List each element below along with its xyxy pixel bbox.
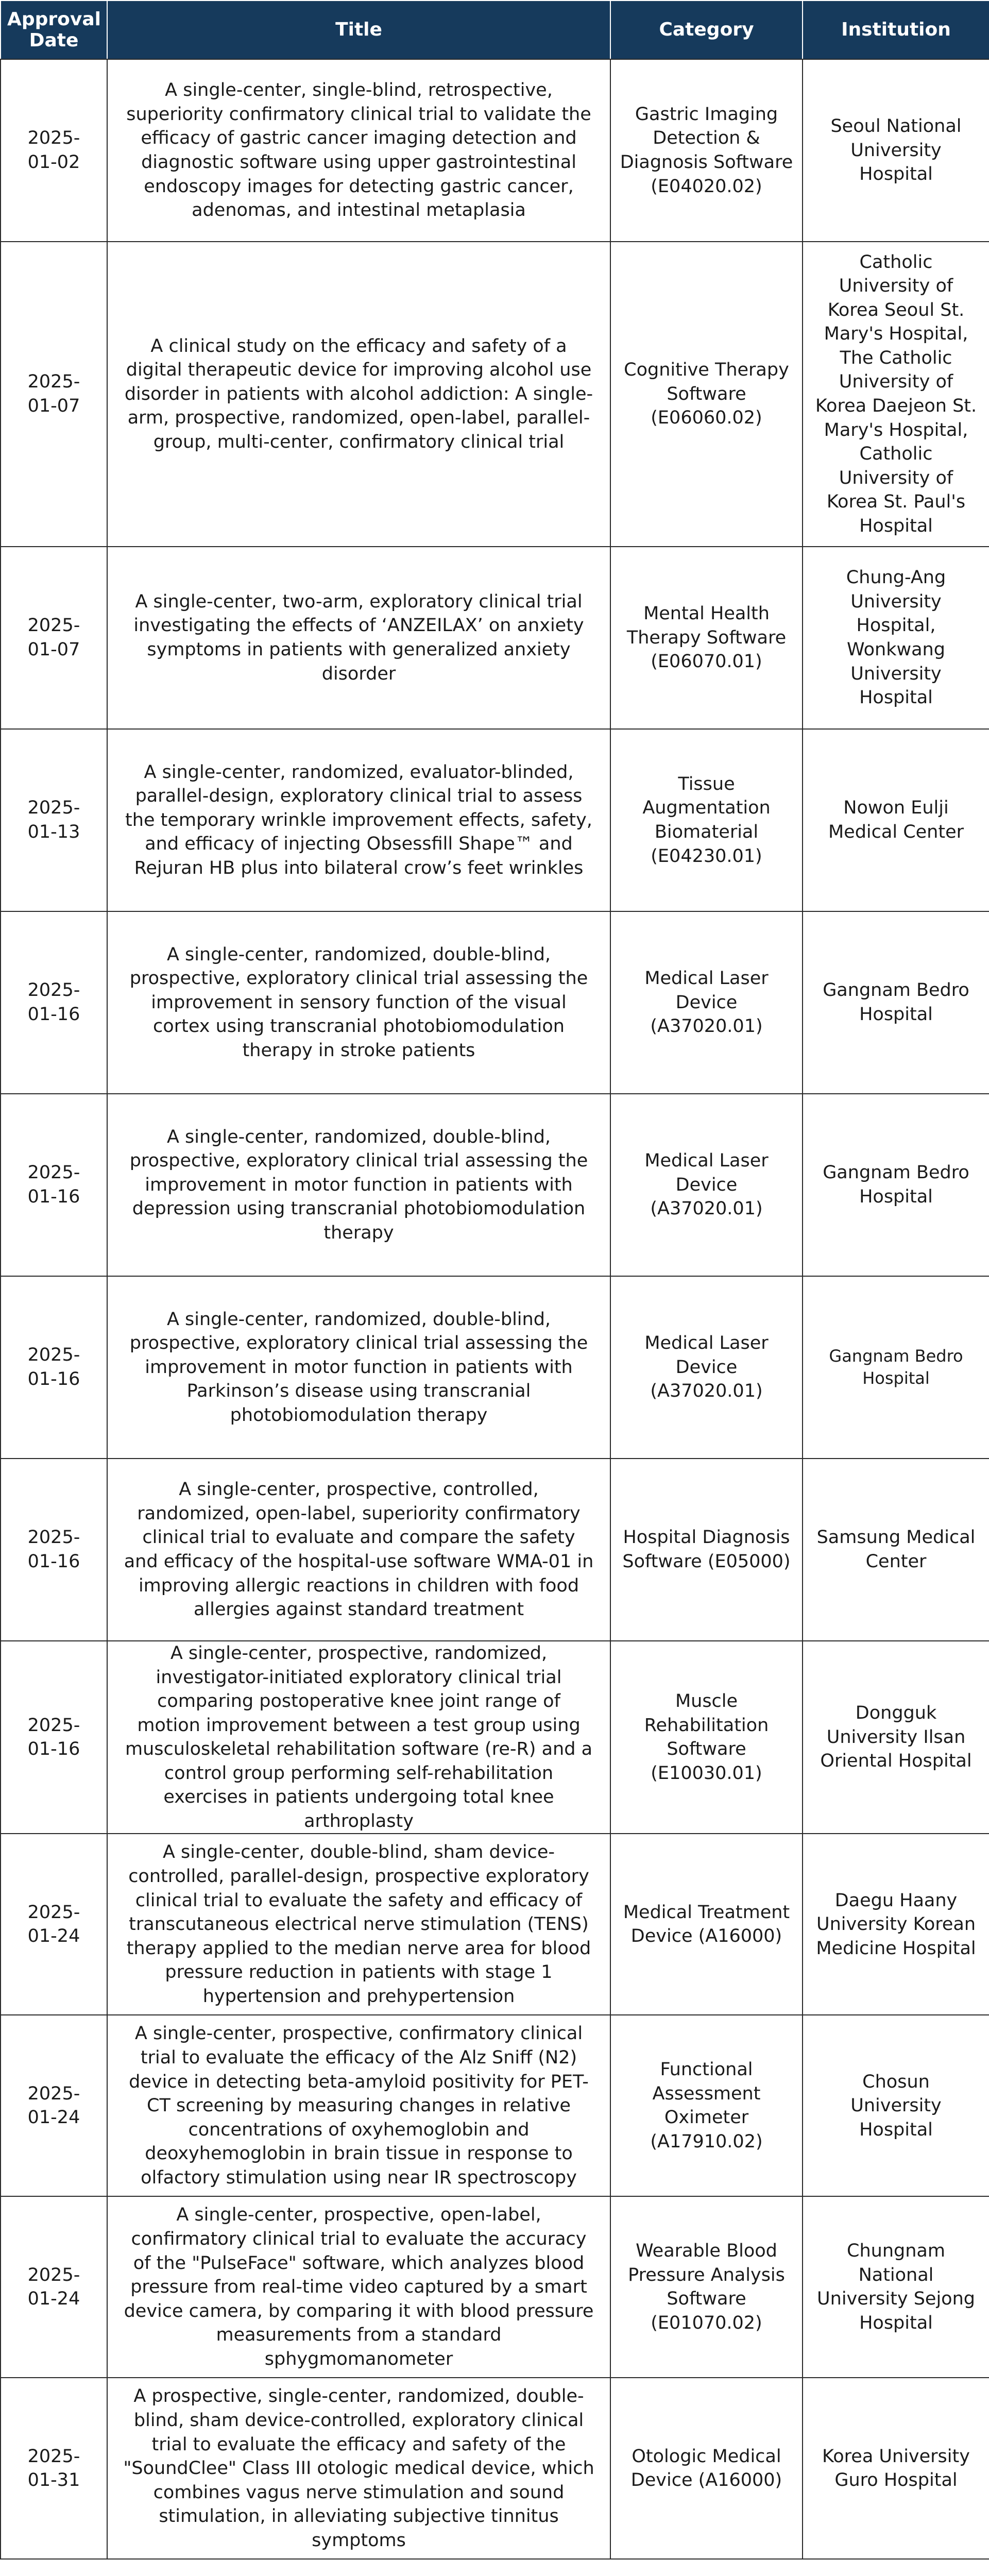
category-cell: Tissue Augmentation Biomaterial (E04230.01) — [610, 729, 803, 911]
category-cell: Medical Laser Device (A37020.01) — [610, 1276, 803, 1459]
category-cell: Mental Health Therapy Software (E06070.01) — [610, 547, 803, 729]
institution-cell: Dongguk University Ilsan Oriental Hospital — [803, 1641, 989, 1834]
table-row — [1, 547, 989, 729]
approval-date-cell: 2025-01-24 — [1, 2196, 107, 2378]
institution-cell: Korea University Guro Hospital — [803, 2378, 989, 2559]
institution-cell: Gangnam Bedro Hospital — [803, 1094, 989, 1276]
category-cell: Medical Laser Device (A37020.01) — [610, 1094, 803, 1276]
institution-cell: Daegu Haany University Korean Medicine Hospital — [803, 1834, 989, 2015]
institution-cell: Samsung Medical Center — [803, 1459, 989, 1641]
approval-date-cell: 2025-01-07 — [1, 242, 107, 547]
header-category: Category — [610, 1, 803, 59]
category-cell: Medical Treatment Device (A16000) — [610, 1834, 803, 2015]
institution-cell: Gangnam Bedro Hospital — [803, 1276, 989, 1459]
approval-date-cell: 2025-01-24 — [1, 1834, 107, 2015]
title-cell: A single-center, double-blind, sham device-controlled, parallel-design, prospective exploratory clinical trial to evaluate the safety and efficacy of transcutaneous electrical nerve stimulation (TENS) therapy applied to the median nerve area for blood pressure reduction in patients with stage 1 hypertension and prehypertension — [107, 1834, 610, 2015]
approval-date-cell: 2025-01-24 — [1, 2015, 107, 2196]
institution-cell: Chungnam National University Sejong Hospital — [803, 2196, 989, 2378]
table-row — [1, 1094, 989, 1276]
title-cell: A clinical study on the efficacy and safety of a digital therapeutic device for improving alcohol use disorder in patients with alcohol addiction: A single-arm, prospective, randomized, open-label, parallel-group, multi-center, confirmatory clinical trial — [107, 242, 610, 547]
category-cell: Functional Assessment Oximeter (A17910.02) — [610, 2015, 803, 2196]
table-row — [1, 1276, 989, 1459]
table-row — [1, 729, 989, 911]
table-row — [1, 1834, 989, 2015]
title-cell: A single-center, two-arm, exploratory clinical trial investigating the effects of ‘ANZEILAX’ on anxiety symptoms in patients with generalized anxiety disorder — [107, 547, 610, 729]
approval-date-cell: 2025-01-16 — [1, 1459, 107, 1641]
category-cell: Gastric Imaging Detection & Diagnosis Software (E04020.02) — [610, 59, 803, 242]
title-cell: A single-center, randomized, double-blind, prospective, exploratory clinical trial assessing the improvement in motor function in patients with depression using transcranial photobiomodulation therapy — [107, 1094, 610, 1276]
title-cell: A single-center, prospective, controlled, randomized, open-label, superiority confirmatory clinical trial to evaluate and compare the safety and efficacy of the hospital-use software WMA-01 in improving allergic reactions in children with food allergies against standard treatment — [107, 1459, 610, 1641]
approval-date-cell: 2025-01-16 — [1, 1641, 107, 1834]
category-cell: Wearable Blood Pressure Analysis Software (E01070.02) — [610, 2196, 803, 2378]
approval-date-cell: 2025-01-13 — [1, 729, 107, 911]
title-cell: A prospective, single-center, randomized, double-blind, sham device-controlled, exploratory clinical trial to evaluate the efficacy and safety of the "SoundClee" Class III otologic medical device, which combines vagus nerve stimulation and sound stimulation, in alleviating subjective tinnitus symptoms — [107, 2378, 610, 2559]
category-cell: Hospital Diagnosis Software (E05000) — [610, 1459, 803, 1641]
title-cell: A single-center, prospective, confirmatory clinical trial to evaluate the efficacy of the Alz Sniff (N2) device in detecting beta-amyloid positivity for PET-CT screening by measuring changes in relative concentrations of oxyhemoglobin and deoxyhemoglobin in brain tissue in response to olfactory stimulation using near IR spectroscopy — [107, 2015, 610, 2196]
institution-cell: Chung-Ang University Hospital, Wonkwang University Hospital — [803, 547, 989, 729]
title-cell: A single-center, prospective, open-label, confirmatory clinical trial to evaluate the accuracy of the "PulseFace" software, which analyzes blood pressure from real-time video captured by a smart device camera, by comparing it with blood pressure measurements from a standard sphygmomanometer — [107, 2196, 610, 2378]
table-row — [1, 59, 989, 242]
title-cell: A single-center, randomized, evaluator-blinded, parallel-design, exploratory clinical trial to assess the temporary wrinkle improvement effects, safety, and efficacy of injecting Obsessfill Shape™ and Rejuran HB plus into bilateral crow’s feet wrinkles — [107, 729, 610, 911]
approval-date-cell: 2025-01-16 — [1, 1094, 107, 1276]
institution-cell: Seoul National University Hospital — [803, 59, 989, 242]
title-cell: A single-center, prospective, randomized, investigator-initiated exploratory clinical trial comparing postoperative knee joint range of motion improvement between a test group using musculoskeletal rehabilitation software (re-R) and a control group performing self-rehabilitation exercises in patients undergoing total knee arthroplasty — [107, 1641, 610, 1834]
header-approval-date: Approval Date — [1, 1, 107, 59]
approval-date-cell: 2025-01-02 — [1, 59, 107, 242]
title-cell: A single-center, randomized, double-blind, prospective, exploratory clinical trial assessing the improvement in motor function in patients with Parkinson’s disease using transcranial photobiomodulation therapy — [107, 1276, 610, 1459]
approval-date-cell: 2025-01-31 — [1, 2378, 107, 2559]
approval-date-cell: 2025-01-07 — [1, 547, 107, 729]
header-title: Title — [107, 1, 610, 59]
category-cell: Otologic Medical Device (A16000) — [610, 2378, 803, 2559]
title-cell: A single-center, single-blind, retrospective, superiority confirmatory clinical trial to validate the efficacy of gastric cancer imaging detection and diagnostic software using upper gastrointestinal endoscopy images for detecting gastric cancer, adenomas, and intestinal metaplasia — [107, 59, 610, 242]
table-row — [1, 2015, 989, 2196]
institution-cell: Nowon Eulji Medical Center — [803, 729, 989, 911]
title-cell: A single-center, randomized, double-blind, prospective, exploratory clinical trial assessing the improvement in sensory function of the visual cortex using transcranial photobiomodulation therapy in stroke patients — [107, 911, 610, 1094]
approval-date-cell: 2025-01-16 — [1, 1276, 107, 1459]
institution-cell: Chosun University Hospital — [803, 2015, 989, 2196]
table-row — [1, 242, 989, 547]
institution-cell: Catholic University of Korea Seoul St. Mary's Hospital, The Catholic University of Korea Daejeon St. Mary's Hospital, Catholic University of Korea St. Paul's Hospital — [803, 242, 989, 547]
approval-date-cell: 2025-01-16 — [1, 911, 107, 1094]
header-row — [1, 1, 989, 59]
category-cell: Medical Laser Device (A37020.01) — [610, 911, 803, 1094]
table-row — [1, 911, 989, 1094]
header-institution: Institution — [803, 1, 989, 59]
category-cell: Muscle Rehabilitation Software (E10030.01) — [610, 1641, 803, 1834]
category-cell: Cognitive Therapy Software (E06060.02) — [610, 242, 803, 547]
institution-cell: Gangnam Bedro Hospital — [803, 911, 989, 1094]
table-row — [1, 1641, 989, 1834]
table-row — [1, 1459, 989, 1641]
table-row — [1, 2378, 989, 2559]
table-row — [1, 2196, 989, 2378]
